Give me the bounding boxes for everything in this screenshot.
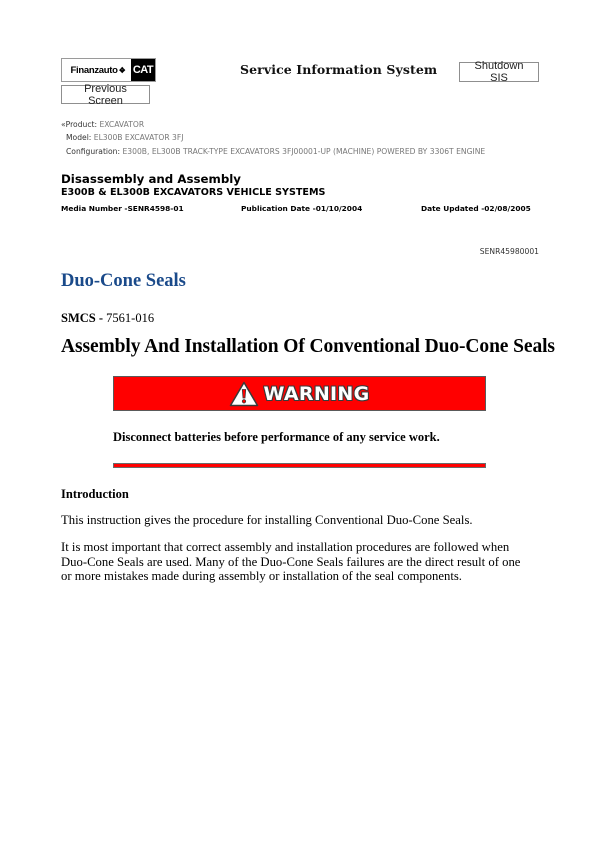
warning-banner <box>113 376 486 411</box>
document-type: Disassembly and Assembly <box>61 172 241 186</box>
page-title: Duo-Cone Seals <box>61 271 186 291</box>
model-line <box>66 132 183 144</box>
configuration-value: E300B, EL300B TRACK-TYPE EXCAVATORS 3FJ00001-UP (MACHINE) POWERED BY 3306T ENGINE <box>122 147 486 156</box>
paragraph: It is most important that correct assembly and installation procedures are followed when Duo-Cone Seals are used. Many of the Duo-Cone Seals failures are the direct result of one or more mistakes made during assembly or installation of the seal components. <box>61 540 521 583</box>
smcs-code <box>61 311 154 326</box>
product-line <box>61 119 144 131</box>
model-label: Model: <box>66 133 92 142</box>
paragraph: This instruction gives the procedure for installing Conventional Duo-Cone Seals. <box>61 513 473 527</box>
warning-label: WARNING <box>263 382 370 405</box>
warning-message: Disconnect batteries before performance of any service work. <box>113 430 440 444</box>
product-value: EXCAVATOR <box>99 120 145 129</box>
document-system: E300B & EL300B EXCAVATORS VEHICLE SYSTEMS <box>61 187 326 198</box>
product-label[interactable]: «Product: <box>61 120 98 129</box>
section-heading: Assembly And Installation Of Conventional Duo-Cone Seals <box>61 336 555 357</box>
dealer-logo <box>61 58 156 82</box>
shutdown-sis-button[interactable]: Shutdown SIS <box>459 62 539 82</box>
introduction-heading: Introduction <box>61 487 129 501</box>
date-updated: Date Updated -02/08/2005 <box>421 204 531 213</box>
finanzauto-logo <box>62 59 131 81</box>
app-title: Service Information System <box>240 62 438 77</box>
document-id: SENR45980001 <box>479 247 539 256</box>
warning-triangle-icon <box>229 381 259 407</box>
configuration-label: Configuration: <box>66 147 121 156</box>
media-number: Media Number -SENR4598-01 <box>61 204 184 213</box>
dealer-name: Finanzauto <box>70 64 118 76</box>
configuration-line <box>66 146 485 158</box>
smcs-value: 7561-016 <box>103 311 155 325</box>
smcs-label: SMCS - <box>61 311 104 325</box>
model-value: EL300B EXCAVATOR 3FJ <box>93 133 184 142</box>
warning-divider <box>113 463 486 468</box>
publication-date: Publication Date -01/10/2004 <box>241 204 363 213</box>
previous-screen-button[interactable]: Previous Screen <box>61 85 150 104</box>
cat-logo: CAT <box>131 59 155 81</box>
dealer-mark-icon: ❖ <box>118 65 126 75</box>
